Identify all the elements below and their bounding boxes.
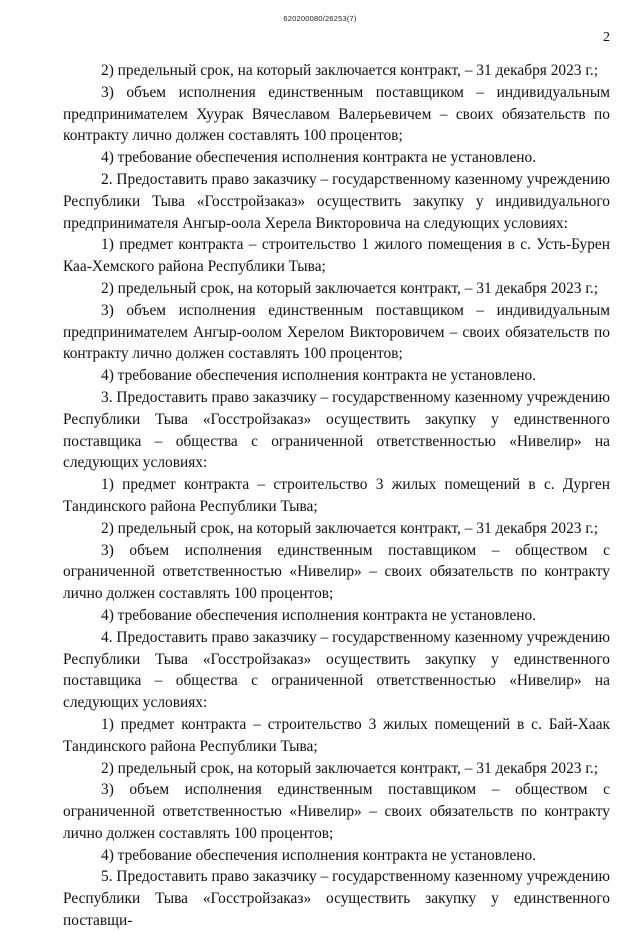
paragraph: 3) объем исполнения единственным поставщиком – обществом с ограниченной ответственностью «Нивелир» – своих обязательств по контракту лично должен составлять 100 процентов; (63, 781, 610, 842)
paragraph: 3) объем исполнения единственным поставщиком – индивидуальным предпринимателем Хуурак Вячеславом Валерьевичем – своих обязательств по контракту лично должен составлять 100 процентов; (63, 83, 610, 145)
document-code: 620200080/26253(7) (283, 14, 357, 23)
paragraph: 2) предельный срок, на который заключается контракт, – 31 декабря 2023 г.; (101, 279, 599, 297)
paragraph: 4) требование обеспечения исполнения контракта не установлено. (101, 606, 537, 624)
paragraph: 4) требование обеспечения исполнения контракта не установлено. (101, 367, 537, 385)
paragraph: 1) предмет контракта – строительство 3 жилых помещений в с. Бай-Хаак Тандинского района Республики Тыва; (63, 715, 610, 755)
paragraph: 3) объем исполнения единственным поставщиком – обществом с ограниченной ответственностью «Нивелир» – своих обязательств по контракту лично должен составлять 100 процентов; (63, 541, 610, 603)
document-body (63, 60, 610, 932)
paragraph: 5. Предоставить право заказчику – государственному казенному учреждению Республики Тыва «Госстройзаказ» осуществить закупку у единственного поставщи- (63, 868, 610, 930)
paragraph: 2) предельный срок, на который заключается контракт, – 31 декабря 2023 г.; (101, 519, 599, 537)
paragraph: 4) требование обеспечения исполнения контракта не установлено. (101, 149, 537, 167)
paragraph: 4. Предоставить право заказчику – государственному казенному учреждению Республики Тыва «Госстройзаказ» осуществить закупку у единственного поставщика – общества с ограниченной ответственностью «Нивелир» на следующих условиях: (63, 628, 610, 712)
paragraph: 2. Предоставить право заказчику – государственному казенному учреждению Республики Тыва «Госстройзаказ» осуществить закупку у индивидуального предпринимателя Ангыр-оола Херела Викторовича на следующих условиях: (63, 170, 610, 232)
paragraph: 3. Предоставить право заказчику – государственному казенному учреждению Республики Тыва «Госстройзаказ» осуществить закупку у единственного поставщика – общества с ограниченной ответственностью «Нивелир» на следующих условиях: (63, 388, 610, 472)
paragraph: 1) предмет контракта – строительство 1 жилого помещения в с. Усть-Бурен Каа-Хемского района Республики Тыва; (63, 236, 610, 276)
page-number: 2 (603, 30, 610, 45)
paragraph: 2) предельный срок, на который заключается контракт, – 31 декабря 2023 г.; (101, 759, 599, 777)
paragraph: 2) предельный срок, на который заключается контракт, – 31 декабря 2023 г.; (101, 62, 599, 79)
paragraph: 4) требование обеспечения исполнения контракта не установлено. (101, 846, 537, 864)
paragraph: 3) объем исполнения единственным поставщиком – индивидуальным предпринимателем Ангыр-оолом Херелом Викторовичем – своих обязательств по контракту лично должен составлять 100 процентов; (63, 301, 610, 363)
paragraph: 1) предмет контракта – строительство 3 жилых помещений в с. Дурген Тандинского района Республики Тыва; (63, 476, 610, 515)
